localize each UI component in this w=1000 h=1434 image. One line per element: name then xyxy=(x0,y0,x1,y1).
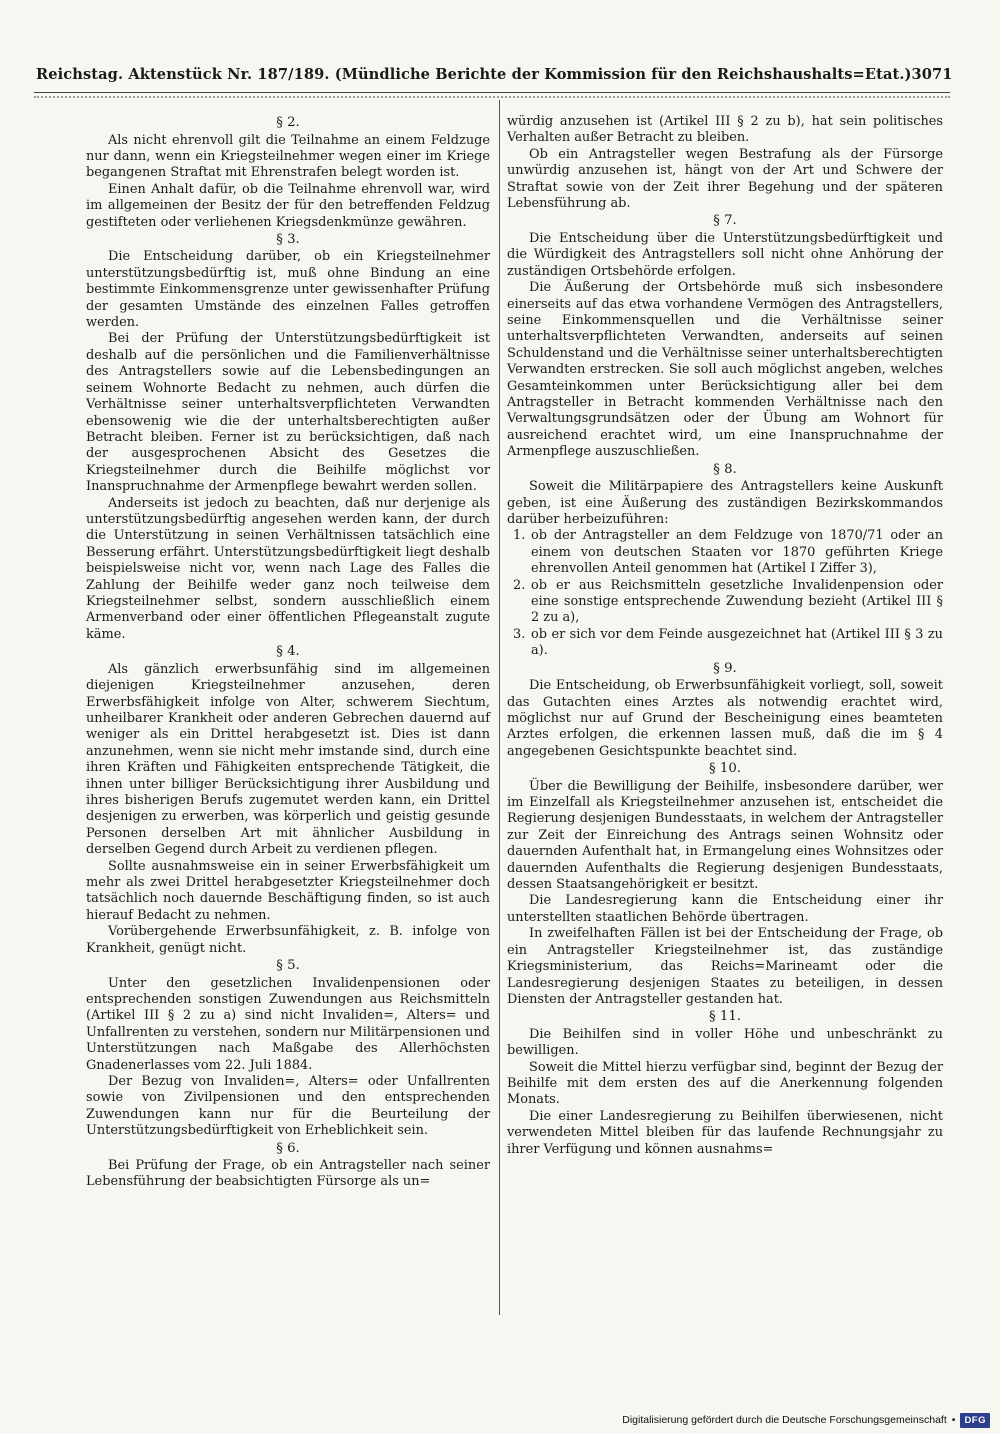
paragraph: Die Landesregierung kann die Entscheidung einer ihr unterstellten staatlichen Behörde übertragen. xyxy=(507,893,943,925)
paragraph: Die Entscheidung, ob Erwerbsunfähigkeit vorliegt, soll, soweit das Gutachten eines Arztes als notwendig erachtet wird, möglichst nur auf Grund der Bescheinigung eines beamteten Arztes erfolgen, die erkennen lassen muß, daß die im § 4 angegebenen Gesichtspunkte beachtet sind. xyxy=(507,678,943,759)
paragraph: Der Bezug von Invaliden=, Alters= oder Unfallrenten sowie von Zivilpensionen und den entsprechenden Zuwendungen kann nur für die Beurteilung der Unterstützungsbedürftigkeit von Erheblichkeit sein. xyxy=(86,1073,490,1139)
page-number: 3071 xyxy=(911,65,953,83)
header-dotted-rule xyxy=(34,96,950,98)
list-item xyxy=(507,578,943,627)
list-number: 1. xyxy=(513,528,526,544)
paragraph: Soweit die Militärpapiere des Antragstellers keine Auskunft geben, ist eine Äußerung des zuständigen Bezirkskommandos darüber herbeizuführen: xyxy=(507,479,943,527)
section-heading: § 3. xyxy=(276,231,300,247)
list-text: ob der Antragsteller an dem Feldzuge von 1870/71 oder an einem von deutschen Staaten vor 1870 geführten Kriege ehrenvollen Anteil genommen hat (Artikel I Ziffer 3), xyxy=(531,528,943,577)
paragraph: In zweifelhaften Fällen ist bei der Entscheidung der Frage, ob ein Antragsteller Kriegsteilnehmer ist, das zuständige Kriegsministerium, das Reichs=Marineamt oder die Landesregierung desjenigen Staates zu beteiligen, in dessen Diensten der Antragsteller gestanden hat. xyxy=(507,926,943,1007)
section-heading: § 2. xyxy=(276,115,300,130)
section-heading: § 9. xyxy=(713,660,737,676)
list-number: 3. xyxy=(513,626,526,642)
column-divider xyxy=(499,100,500,1315)
paragraph: Anderseits ist jedoch zu beachten, daß nur derjenige als unterstützungsbedürftig angesehen werden kann, der durch die Unterstützung in seinen Verhältnissen tatsächlich eine Besserung erfährt. Unterstützungsbedürftigkeit liegt deshalb beispielsweise nicht vor, wenn nach Lage des Falles die Zahlung der Beihilfe weder ganz noch teilweise dem Kriegsteilnehmer selbst, sondern ausschließlich einem Armenverband oder einer öffentlichen Pflegeanstalt zugute käme. xyxy=(86,495,490,642)
paragraph: Die Entscheidung darüber, ob ein Kriegsteilnehmer unterstützungsbedürftig ist, muß ohne Bindung an eine bestimmte Einkommensgrenze unter gewissenhafter Prüfung der gesamten Umstände des einzelnen Falles getroffen werden. xyxy=(86,249,490,331)
paragraph: Die Entscheidung über die Unterstützungsbedürftigkeit und die Würdigkeit des Antragstellers soll nicht ohne Anhörung der zuständigen Ortsbehörde erfolgen. xyxy=(507,230,943,279)
list-number: 2. xyxy=(513,577,526,593)
section-heading: § 7. xyxy=(713,213,737,229)
paragraph: Einen Anhalt dafür, ob die Teilnahme ehrenvoll war, wird im allgemeinen der Besitz der für den betreffenden Feldzug gestifteten oder verliehenen Kriegsdenkmünze gewähren. xyxy=(86,181,490,230)
paragraph: Soweit die Mittel hierzu verfügbar sind, beginnt der Bezug der Beihilfe mit dem ersten des auf die Anerkennung folgenden Monats. xyxy=(507,1059,943,1108)
list-text: ob er sich vor dem Feinde ausgezeichnet hat (Artikel III § 3 zu a). xyxy=(531,626,943,659)
paragraph: Sollte ausnahmsweise ein in seiner Erwerbsfähigkeit um mehr als zwei Drittel herabgesetzter Kriegsteilnehmer doch tatsächlich noch dauernde Beschäftigung finden, so ist auch hierauf Bedacht zu nehmen. xyxy=(86,858,490,923)
dfg-logo: DFG xyxy=(960,1413,990,1428)
paragraph: Ob ein Antragsteller wegen Bestrafung als der Fürsorge unwürdig anzusehen ist, hängt von der Art und Schwere der Straftat sowie von der Zeit ihrer Begehung und der späteren Lebensführung ab. xyxy=(507,146,943,212)
list-text: ob er aus Reichsmitteln gesetzliche Invalidenpension oder eine sonstige entsprechende Zuwendung bezieht (Artikel III § 2 zu a), xyxy=(531,577,943,626)
section-heading: § 4. xyxy=(276,644,300,660)
paragraph: Bei Prüfung der Frage, ob ein Antragsteller nach seiner Lebensführung der beabsichtigten Fürsorge als un= xyxy=(86,1158,490,1190)
section-heading: § 6. xyxy=(276,1140,300,1156)
section-heading: § 11. xyxy=(708,1009,742,1025)
running-title: Reichstag. Aktenstück Nr. 187/189. (Mündliche Berichte der Kommission für den Reichshaushalts=Etat.) xyxy=(36,65,912,83)
section-heading: § 10. xyxy=(708,761,742,777)
paragraph: Über die Bewilligung der Beihilfe, insbesondere darüber, wer im Einzelfall als Kriegsteilnehmer anzusehen ist, entscheidet die Regierung desjenigen Bundesstaats, in welchem der Antragsteller zur Zeit der Einreichung des Antrags seinen Wohnsitz oder dauernden Aufenthalt hat, in Ermangelung eines Wohnsitzes oder dauernden Aufenthalts die Regierung desjenigen Bundesstaats, dessen Staatsangehörigkeit er besitzt. xyxy=(507,778,943,893)
section-heading: § 5. xyxy=(276,958,300,973)
paragraph: Die Beihilfen sind in voller Höhe und unbeschränkt zu bewilligen. xyxy=(507,1026,943,1059)
paragraph: Unter den gesetzlichen Invalidenpensionen oder entsprechenden sonstigen Zuwendungen aus Reichsmitteln (Artikel III § 2 zu a) sind nicht Invaliden=, Alters= und Unfallrenten zu verstehen, sondern nur Militärpensionen und Unterstützungen nach Maßgabe des Allerhöchsten Gnadenerlasses vom 22. Juli 1884. xyxy=(86,975,490,1073)
list-item xyxy=(507,528,943,577)
right-column xyxy=(507,114,943,1158)
footer-text: Digitalisierung gefördert durch die Deutsche Forschungsgemeinschaft xyxy=(622,1414,947,1426)
paragraph: Die einer Landesregierung zu Beihilfen überwiesenen, nicht verwendeten Mittel bleiben für das laufende Rechnungsjahr zu ihrer Verfügung und können ausnahms= xyxy=(507,1108,943,1157)
paragraph: Vorübergehende Erwerbsunfähigkeit, z. B. infolge von Krankheit, genügt nicht. xyxy=(86,924,490,956)
paragraph: Als nicht ehrenvoll gilt die Teilnahme an einem Feldzuge nur dann, wenn ein Kriegsteilnehmer wegen einer im Kriege begangenen Straftat mit Ehrenstrafen belegt worden ist. xyxy=(86,132,490,181)
footer-separator: • xyxy=(951,1414,956,1426)
paragraph: Die Äußerung der Ortsbehörde muß sich insbesondere einerseits auf das etwa vorhandene Vermögen des Antragstellers, seine Einkommensquellen und die Verhältnisse seiner unterhaltsverpflichteten Verwandten, anderseits auf seinen Schuldenstand und die Verhältnisse seiner unterhaltsberechtigten Verwandten erstrecken. Sie soll auch möglichst angeben, welches Gesamteinkommen unter Berücksichtigung aller bei dem Antragsteller in Betracht kommenden Verhältnisse nach den Verwaltungsgrundsätzen oder der Übung am Wohnort für ausreichend erachtet wird, um eine Inanspruchnahme der Armenpflege auszuschließen. xyxy=(507,280,943,460)
page-header xyxy=(36,58,953,90)
list-item xyxy=(507,627,943,660)
section-heading: § 8. xyxy=(713,461,737,477)
digitization-footer xyxy=(622,1411,990,1429)
left-column xyxy=(86,114,490,1191)
header-rule xyxy=(34,92,950,93)
paragraph: würdig anzusehen ist (Artikel III § 2 zu b), hat sein politisches Verhalten außer Betracht zu bleiben. xyxy=(507,114,943,146)
paragraph: Als gänzlich erwerbsunfähig sind im allgemeinen diejenigen Kriegsteilnehmer anzusehen, deren Erwerbsfähigkeit infolge von Alter, schwerem Siechtum, unheilbarer Krankheit oder anderen Gebrechen dauernd auf weniger als ein Drittel herabgesetzt ist. Dies ist dann anzunehmen, wenn sie nicht mehr imstande sind, durch eine ihren Kräften und Fähigkeiten entsprechende Tätigkeit, die ihnen unter billiger Berücksichtigung ihrer Ausbildung und ihres bisherigen Berufs zugemutet werden kann, ein Drittel desjenigen zu erwerben, was körperlich und geistig gesunde Personen derselben Art mit ähnlicher Ausbildung in derselben Gegend durch Arbeit zu verdienen pflegen. xyxy=(86,661,490,858)
paragraph: Bei der Prüfung der Unterstützungsbedürftigkeit ist deshalb auf die persönlichen und die Familienverhältnisse des Antragstellers sowie auf die Lebensbedingungen an seinem Wohnorte Bedacht zu nehmen, auch dürfen die Verhältnisse seiner unterhaltsverpflichteten Verwandten ebensowenig wie die der unterhaltsberechtigten außer Betracht bleiben. Ferner ist zu berücksichtigen, daß nach der ausgesprochenen Absicht des Gesetzes die Kriegsteilnehmer durch die Beihilfe möglichst vor Inanspruchnahme der Armenpflege bewahrt werden sollen. xyxy=(86,331,490,495)
